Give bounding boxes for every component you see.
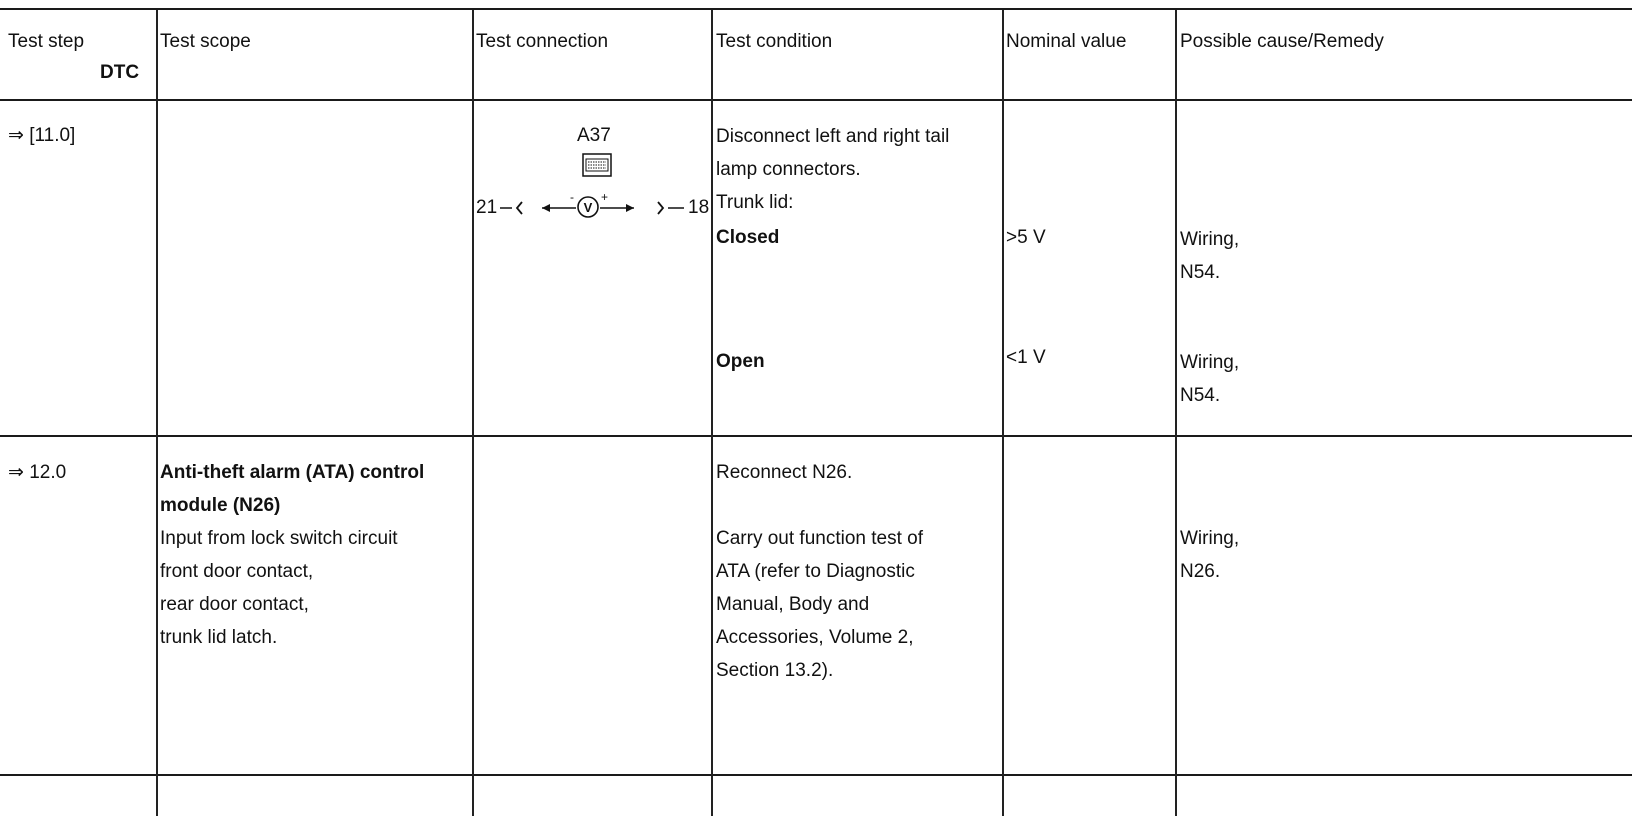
row1-condition-line-1: Disconnect left and right tail bbox=[716, 126, 950, 147]
svg-text:-: - bbox=[570, 190, 574, 204]
row1-case-open: Open bbox=[716, 351, 765, 372]
row1-case-closed: Closed bbox=[716, 227, 780, 248]
meter-symbol: V bbox=[583, 200, 593, 215]
col-divider-2 bbox=[472, 10, 474, 816]
row1-remedy-closed-2: N54. bbox=[1180, 262, 1221, 283]
col-divider-5 bbox=[1175, 10, 1177, 816]
row1-right-pin: 18 bbox=[688, 197, 710, 218]
table-bottom-rule bbox=[0, 774, 1632, 776]
row2-scope-title-1: Anti-theft alarm (ATA) control bbox=[160, 462, 425, 483]
header-test-step: Test step bbox=[8, 31, 85, 52]
header-dtc: DTC bbox=[100, 62, 140, 83]
header-test-condition: Test condition bbox=[716, 31, 833, 52]
row2-condition-line-3: Manual, Body and bbox=[716, 594, 870, 615]
col-divider-1 bbox=[156, 10, 158, 816]
col-divider-3 bbox=[711, 10, 713, 816]
header-test-scope: Test scope bbox=[160, 31, 251, 52]
header-test-connection: Test connection bbox=[476, 31, 609, 52]
header-bottom-rule bbox=[0, 99, 1632, 101]
row1-component-label: A37 bbox=[577, 125, 611, 146]
row2-scope-line-4: trunk lid latch. bbox=[160, 627, 278, 648]
col-divider-4 bbox=[1002, 10, 1004, 816]
row2-remedy-2: N26. bbox=[1180, 561, 1221, 582]
row2-condition-line-4: Accessories, Volume 2, bbox=[716, 627, 914, 648]
row1-remedy-open-2: N54. bbox=[1180, 385, 1221, 406]
row2-condition-first: Reconnect N26. bbox=[716, 462, 853, 483]
control-module-icon bbox=[582, 153, 612, 177]
row1-remedy-open-1: Wiring, bbox=[1180, 352, 1240, 373]
table-top-rule bbox=[0, 8, 1632, 10]
row2-condition-line-2: ATA (refer to Diagnostic bbox=[716, 561, 915, 582]
row2-condition-line-5: Section 13.2). bbox=[716, 660, 834, 681]
row2-scope-line-3: rear door contact, bbox=[160, 594, 309, 615]
row1-remedy-closed-1: Wiring, bbox=[1180, 229, 1240, 250]
row1-nominal-closed: >5 V bbox=[1006, 227, 1046, 248]
row2-scope-title-2: module (N26) bbox=[160, 495, 281, 516]
svg-text:+: + bbox=[601, 190, 609, 204]
row1-nominal-open: <1 V bbox=[1006, 347, 1046, 368]
voltmeter-connection-icon bbox=[498, 186, 688, 226]
header-possible-cause: Possible cause/Remedy bbox=[1180, 31, 1384, 52]
row1-left-pin: 21 bbox=[476, 197, 498, 218]
row1-condition-line-2: lamp connectors. bbox=[716, 159, 861, 180]
row2-test-step: ⇒ 12.0 bbox=[8, 462, 67, 483]
row2-scope-line-1: Input from lock switch circuit bbox=[160, 528, 398, 549]
row2-condition-line-1: Carry out function test of bbox=[716, 528, 923, 549]
row2-remedy-1: Wiring, bbox=[1180, 528, 1240, 549]
row1-condition-line-3: Trunk lid: bbox=[716, 192, 794, 213]
header-nominal-value: Nominal value bbox=[1006, 31, 1127, 52]
row-divider-rule bbox=[0, 435, 1632, 437]
row2-scope-line-2: front door contact, bbox=[160, 561, 314, 582]
row1-test-step: ⇒ [11.0] bbox=[8, 125, 76, 146]
